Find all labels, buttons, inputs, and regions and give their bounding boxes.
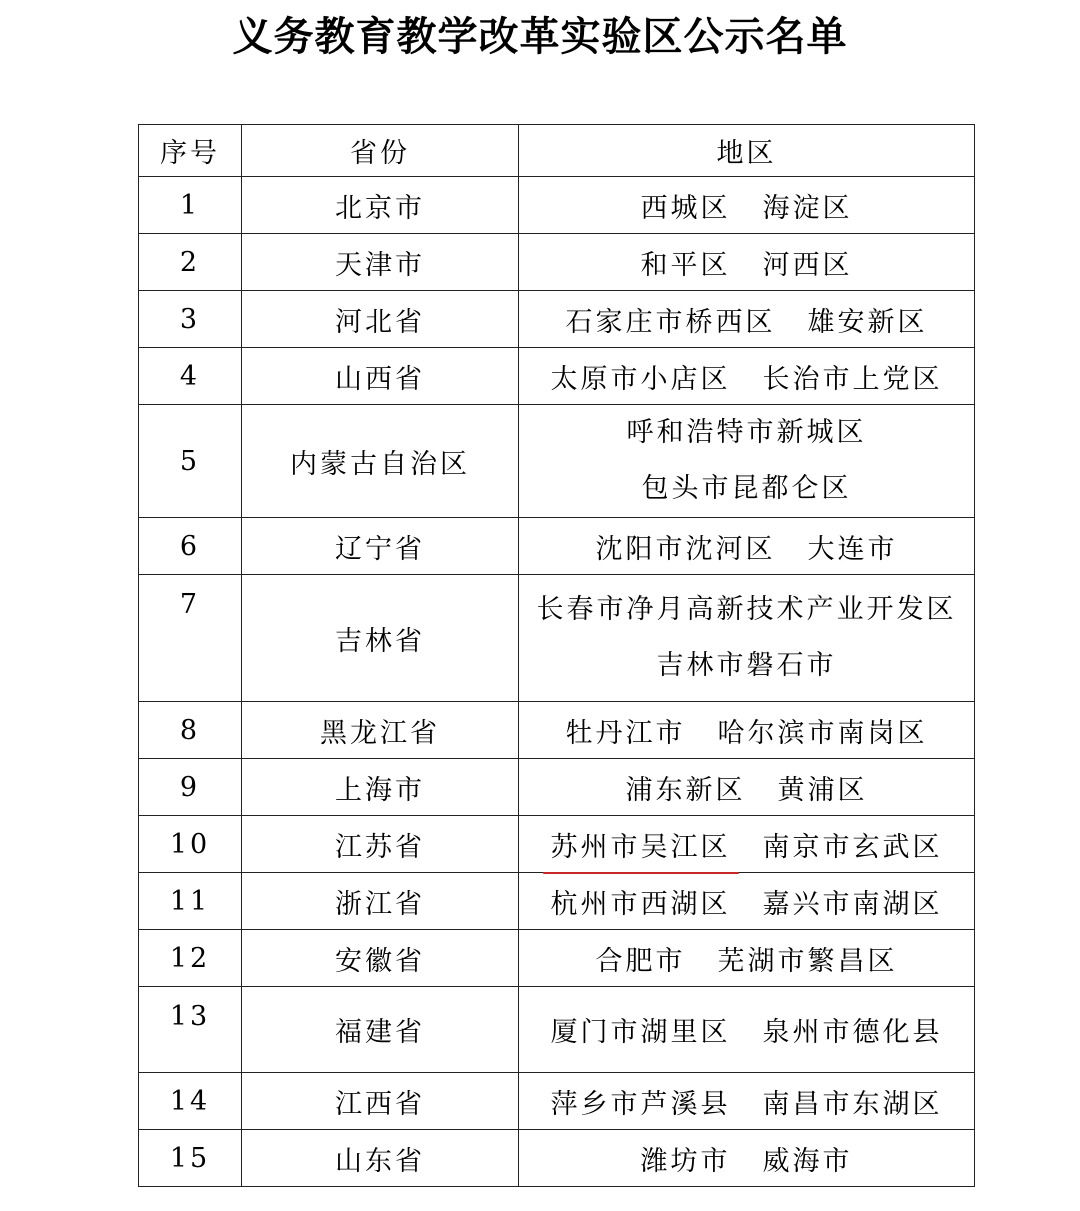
row-areas [519,405,975,518]
row-areas [519,816,975,873]
table-row [139,405,975,518]
area-name: 呼和浩特市新城区 [626,417,867,448]
row-province: 天津市 [242,234,519,291]
table-row [139,234,975,291]
table-row [139,759,975,816]
table-row [139,873,975,930]
row-areas [519,575,975,702]
area-name: 牡丹江市 [565,717,686,749]
row-number: 14 [139,1073,242,1130]
row-province: 安徽省 [242,930,519,987]
experimental-zone-table [138,124,975,1187]
table-row [139,518,975,575]
table-row [139,1073,975,1130]
row-areas [519,177,975,234]
area-name: 长治市上党区 [762,363,943,395]
area-name: 石家庄市桥西区 [565,306,776,338]
table-row [139,177,975,234]
area-name: 吉林市磐石市 [656,650,837,681]
row-number: 15 [139,1130,242,1187]
area-name: 威海市 [762,1145,853,1177]
row-areas [519,930,975,987]
row-number: 13 [139,987,242,1073]
area-name: 长春市净月高新技术产业开发区 [536,594,957,625]
area-name: 海淀区 [762,192,853,224]
area-name: 杭州市西湖区 [550,888,731,920]
red-underline-mark [543,872,739,874]
row-province: 福建省 [242,987,519,1073]
row-number: 8 [139,702,242,759]
row-areas [519,1130,975,1187]
area-name: 河西区 [762,249,853,281]
header-area: 地区 [519,125,975,177]
row-province: 山西省 [242,348,519,405]
area-name: 苏州市吴江区 [550,831,731,863]
highlighted-area [551,825,731,864]
area-name: 嘉兴市南湖区 [762,888,943,920]
table-row [139,1130,975,1187]
row-areas [519,518,975,575]
area-name: 合肥市 [595,945,686,977]
area-name: 太原市小店区 [550,363,731,395]
row-province: 吉林省 [242,575,519,702]
row-province: 上海市 [242,759,519,816]
area-name: 雄安新区 [807,306,928,338]
row-number: 12 [139,930,242,987]
area-name: 西城区 [640,192,731,224]
area-name: 泉州市德化县 [762,1017,943,1048]
row-number: 1 [139,177,242,234]
area-name: 哈尔滨市南岗区 [717,717,928,749]
area-name: 大连市 [807,533,898,565]
row-province: 山东省 [242,1130,519,1187]
area-name: 浦东新区 [625,774,746,806]
row-areas [519,987,975,1073]
row-province: 北京市 [242,177,519,234]
row-province: 浙江省 [242,873,519,930]
table-row [139,348,975,405]
row-number: 11 [139,873,242,930]
row-number: 2 [139,234,242,291]
row-number: 5 [139,405,242,518]
row-number: 10 [139,816,242,873]
row-province: 黑龙江省 [242,702,519,759]
table-header-row [139,125,975,177]
row-province: 江苏省 [242,816,519,873]
area-name: 南昌市东湖区 [762,1088,943,1120]
area-name: 包头市昆都仑区 [641,473,852,504]
area-name: 萍乡市芦溪县 [550,1088,731,1120]
table-row [139,816,975,873]
table-row [139,930,975,987]
row-number: 9 [139,759,242,816]
table-row [139,575,975,702]
row-number: 3 [139,291,242,348]
area-name: 南京市玄武区 [762,831,943,863]
row-number: 4 [139,348,242,405]
row-province: 江西省 [242,1073,519,1130]
area-name: 潍坊市 [640,1145,731,1177]
row-areas [519,348,975,405]
area-name: 和平区 [640,249,731,281]
row-areas [519,759,975,816]
area-name: 沈阳市沈河区 [595,533,776,565]
document-title: 义务教育教学改革实验区公示名单 [232,13,848,60]
row-areas [519,702,975,759]
row-areas [519,1073,975,1130]
row-areas [519,873,975,930]
table-row [139,987,975,1073]
table-row [139,291,975,348]
area-name: 黄浦区 [777,774,868,806]
row-number: 6 [139,518,242,575]
table-row [139,702,975,759]
header-serial-number: 序号 [139,125,242,177]
row-province: 内蒙古自治区 [242,405,519,518]
row-number: 7 [139,575,242,702]
area-name: 厦门市湖里区 [550,1017,731,1048]
row-province: 辽宁省 [242,518,519,575]
row-areas [519,234,975,291]
row-province: 河北省 [242,291,519,348]
header-province: 省份 [242,125,519,177]
area-name: 芜湖市繁昌区 [717,945,898,977]
row-areas [519,291,975,348]
